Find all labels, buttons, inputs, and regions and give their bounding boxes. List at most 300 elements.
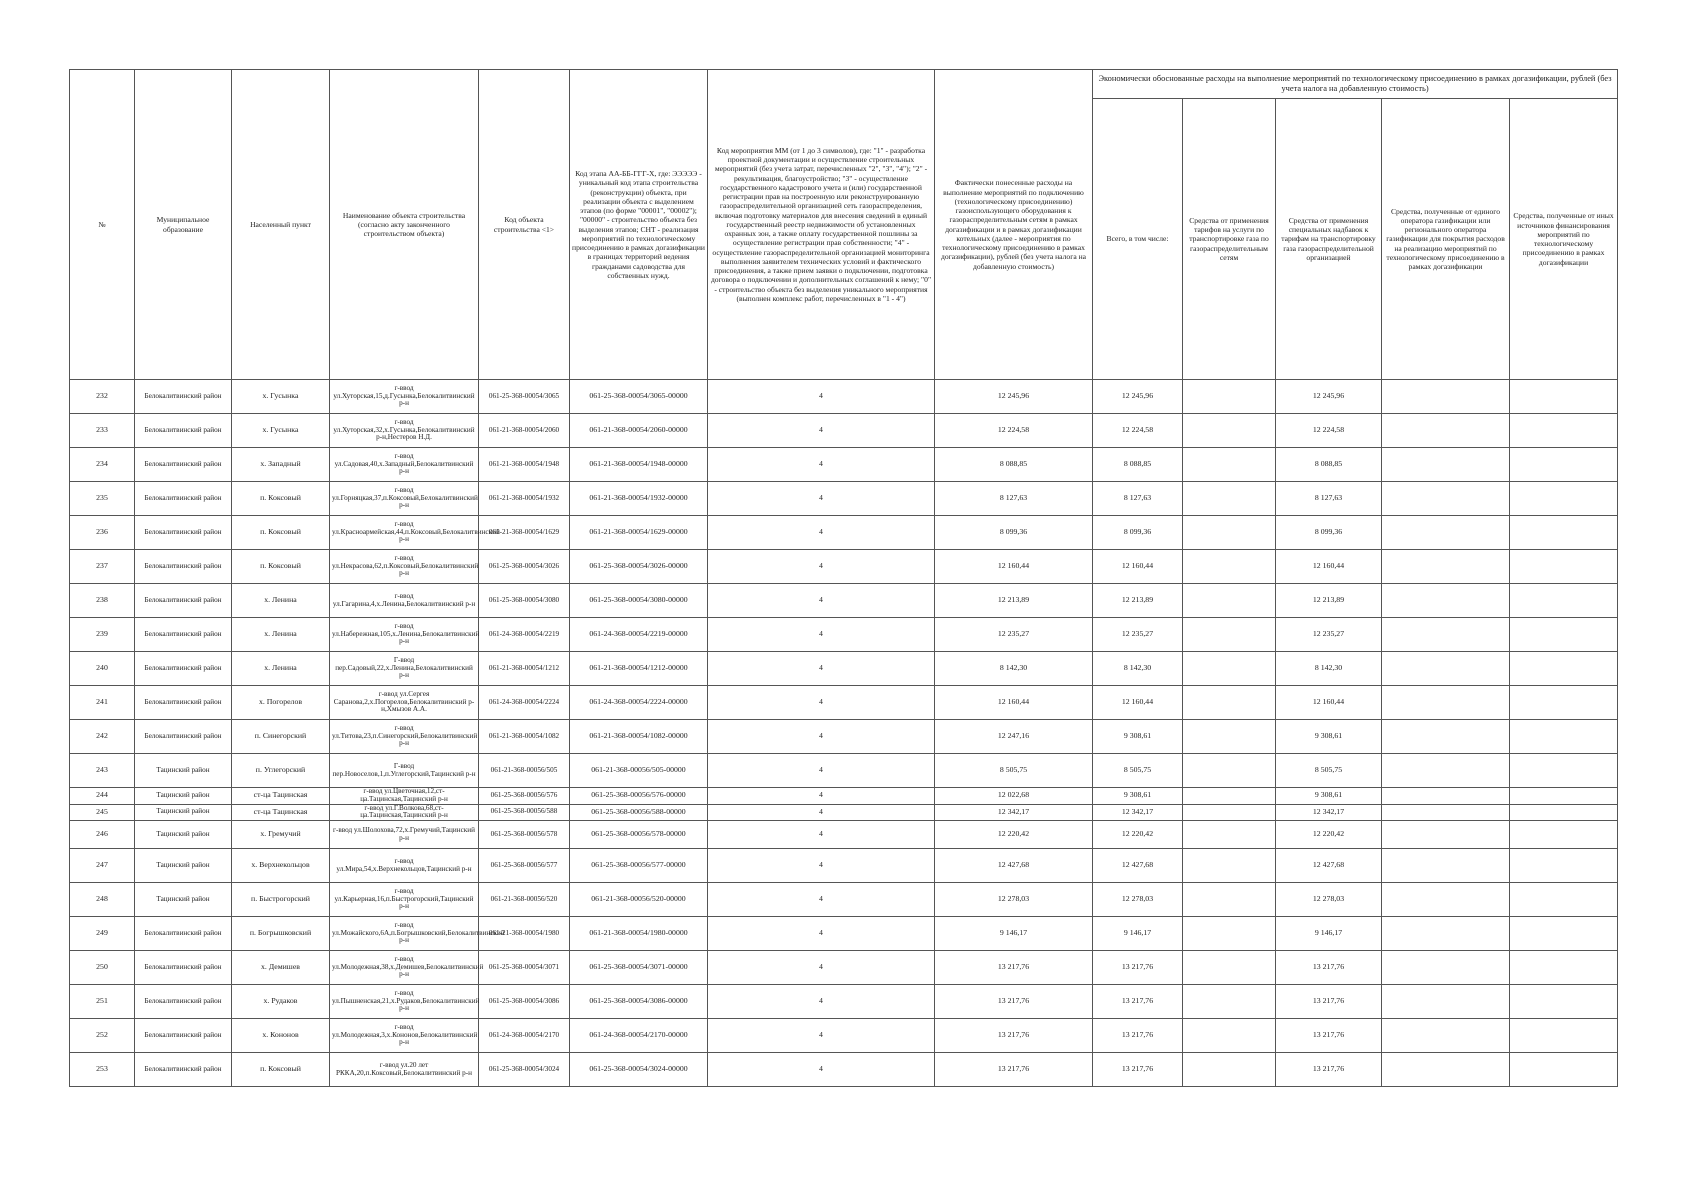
cell-operator-funds: [1382, 849, 1510, 883]
cell-object-code: 061-21-368-00054/1932: [479, 482, 570, 516]
cell-actual-costs: 12 247,16: [935, 720, 1093, 754]
cell-municipality: Белокалитвинский район: [135, 482, 232, 516]
table-row: [70, 516, 1618, 550]
cell-stage-code: 061-21-368-00056/520-00000: [570, 883, 708, 917]
cell-operator-funds: [1382, 1019, 1510, 1053]
cell-municipality: Белокалитвинский район: [135, 550, 232, 584]
cell-object-code: 061-25-368-00056/577: [479, 849, 570, 883]
cell-object-code: 061-21-368-00054/1082: [479, 720, 570, 754]
cell-special-surcharges: 8 099,36: [1276, 516, 1382, 550]
cell-num: 242: [70, 720, 135, 754]
cell-actual-costs: 13 217,76: [935, 1019, 1093, 1053]
cell-object-code: 061-24-368-00054/2170: [479, 1019, 570, 1053]
cell-other-sources: [1510, 754, 1618, 788]
cell-actual-costs: 12 427,68: [935, 849, 1093, 883]
cell-num: 245: [70, 804, 135, 821]
cell-settlement: х. Верхнекольцов: [232, 849, 330, 883]
cell-event-code: 4: [708, 985, 935, 1019]
header-num: №: [70, 70, 135, 380]
header-settlement: Населенный пункт: [232, 70, 330, 380]
cell-other-sources: [1510, 550, 1618, 584]
cell-settlement: п. Коксовый: [232, 482, 330, 516]
header-operator-funds: Средства, полученные от единого оператора газификации или регионального оператора газификации для покрытия расходов на реализацию мероприятий по технологическому присоединению в рамках догазификации: [1382, 99, 1510, 380]
cell-municipality: Белокалитвинский район: [135, 951, 232, 985]
table-row: [70, 414, 1618, 448]
cell-object-name: г-ввод ул.Молодежная,3,х.Кононов,Белокалитвинский р-н: [330, 1019, 479, 1053]
cell-object-name: г-ввод ул.Цветочная,12,ст-ца.Тацинская,Тацинский р-н: [330, 788, 479, 805]
cell-tariffs-transport: [1183, 917, 1276, 951]
cell-special-surcharges: 9 146,17: [1276, 917, 1382, 951]
cell-settlement: х. Гремучий: [232, 821, 330, 849]
cell-settlement: ст-ца Тацинская: [232, 804, 330, 821]
cell-other-sources: [1510, 788, 1618, 805]
cell-tariffs-transport: [1183, 686, 1276, 720]
cell-object-code: 061-24-368-00054/2219: [479, 618, 570, 652]
cell-actual-costs: 8 127,63: [935, 482, 1093, 516]
cell-other-sources: [1510, 516, 1618, 550]
cell-settlement: п. Быстрогорский: [232, 883, 330, 917]
cell-special-surcharges: 13 217,76: [1276, 1053, 1382, 1087]
cell-settlement: п. Коксовый: [232, 550, 330, 584]
cell-total: 8 088,85: [1093, 448, 1183, 482]
header-object-name: Наименование объекта строительства (согласно акту законченного строительством объекта): [330, 70, 479, 380]
table-row: [70, 849, 1618, 883]
header-stage-code: Код этапа АА-ББ-ГГГ-Х, где: ЭЭЭЭЭ - уникальный код этапа строительства (реконструкции) объекта, при реализации объекта с выделением этапов (по форме "00001", "00002"); "00000" - строительство объекта без выделения этапов; СНТ - реализация мероприятий по технологическому присоединению в рамках догазификации в границах территорий ведения гражданами садоводства для собственных нужд.: [570, 70, 708, 380]
cell-object-code: 061-25-368-00056/576: [479, 788, 570, 805]
cell-other-sources: [1510, 883, 1618, 917]
table-row: [70, 883, 1618, 917]
cell-total: 9 308,61: [1093, 788, 1183, 805]
cell-special-surcharges: 12 220,42: [1276, 821, 1382, 849]
cell-total: 12 235,27: [1093, 618, 1183, 652]
cell-event-code: 4: [708, 788, 935, 805]
cell-object-code: 061-25-368-00056/588: [479, 804, 570, 821]
cell-tariffs-transport: [1183, 788, 1276, 805]
cell-special-surcharges: 8 088,85: [1276, 448, 1382, 482]
cell-event-code: 4: [708, 1053, 935, 1087]
cell-special-surcharges: 12 160,44: [1276, 550, 1382, 584]
cell-settlement: х. Рудаков: [232, 985, 330, 1019]
cell-other-sources: [1510, 849, 1618, 883]
table-row: [70, 917, 1618, 951]
table-row: [70, 985, 1618, 1019]
cell-total: 12 220,42: [1093, 821, 1183, 849]
cell-municipality: Тацинский район: [135, 883, 232, 917]
cell-municipality: Белокалитвинский район: [135, 652, 232, 686]
cell-num: 250: [70, 951, 135, 985]
cell-municipality: Белокалитвинский район: [135, 985, 232, 1019]
table-body: [70, 380, 1618, 1087]
cell-settlement: п. Углегорский: [232, 754, 330, 788]
header-special-surcharges: Средства от применения специальных надбавок к тарифам на транспортировку газа газораспределительной организацией: [1276, 99, 1382, 380]
cell-stage-code: 061-21-368-00054/1629-00000: [570, 516, 708, 550]
cell-stage-code: 061-21-368-00054/1082-00000: [570, 720, 708, 754]
cell-num: 238: [70, 584, 135, 618]
cell-object-code: 061-25-368-00054/3024: [479, 1053, 570, 1087]
cell-operator-funds: [1382, 550, 1510, 584]
cell-total: 12 160,44: [1093, 550, 1183, 584]
cell-object-name: г-ввод ул.Карьерная,16,п.Быстрогорский,Тацинский р-н: [330, 883, 479, 917]
cell-other-sources: [1510, 448, 1618, 482]
cell-operator-funds: [1382, 985, 1510, 1019]
cell-object-code: 061-21-368-00054/1629: [479, 516, 570, 550]
cell-other-sources: [1510, 1053, 1618, 1087]
cell-num: 246: [70, 821, 135, 849]
cell-object-name: г-ввод ул.Горняцкая,37,п.Коксовый,Белокалитвинский р-н: [330, 482, 479, 516]
cell-operator-funds: [1382, 917, 1510, 951]
cell-tariffs-transport: [1183, 482, 1276, 516]
cell-object-name: г-ввод ул.Гагарина,4,х.Ленина,Белокалитвинский р-н: [330, 584, 479, 618]
document-sheet: [69, 69, 1617, 1087]
header-municipality: Муниципальное образование: [135, 70, 232, 380]
cell-actual-costs: 13 217,76: [935, 1053, 1093, 1087]
cell-num: 236: [70, 516, 135, 550]
cell-municipality: Тацинский район: [135, 821, 232, 849]
cell-object-name: г-ввод ул.Можайского,6А,п.Богрышковский,Белокалитвинский р-н: [330, 917, 479, 951]
cell-settlement: х. Западный: [232, 448, 330, 482]
cell-total: 12 224,58: [1093, 414, 1183, 448]
cell-municipality: Белокалитвинский район: [135, 686, 232, 720]
cell-object-name: Г-ввод пер.Садовый,22,х.Ленина,Белокалитвинский р-н: [330, 652, 479, 686]
cell-special-surcharges: 8 142,30: [1276, 652, 1382, 686]
cell-tariffs-transport: [1183, 414, 1276, 448]
cell-stage-code: 061-21-368-00054/1212-00000: [570, 652, 708, 686]
table-row: [70, 804, 1618, 821]
cell-settlement: х. Ленина: [232, 652, 330, 686]
cell-object-code: 061-24-368-00054/2224: [479, 686, 570, 720]
cell-stage-code: 061-24-368-00054/2219-00000: [570, 618, 708, 652]
cell-event-code: 4: [708, 917, 935, 951]
cell-total: 12 245,96: [1093, 380, 1183, 414]
cell-tariffs-transport: [1183, 821, 1276, 849]
cell-special-surcharges: 12 427,68: [1276, 849, 1382, 883]
cell-tariffs-transport: [1183, 516, 1276, 550]
cell-actual-costs: 8 505,75: [935, 754, 1093, 788]
cell-actual-costs: 12 278,03: [935, 883, 1093, 917]
cell-actual-costs: 12 235,27: [935, 618, 1093, 652]
cell-stage-code: 061-25-368-00056/588-00000: [570, 804, 708, 821]
cell-event-code: 4: [708, 686, 935, 720]
cell-tariffs-transport: [1183, 550, 1276, 584]
cell-stage-code: 061-24-368-00054/2170-00000: [570, 1019, 708, 1053]
cell-actual-costs: 8 142,30: [935, 652, 1093, 686]
cell-tariffs-transport: [1183, 720, 1276, 754]
cell-other-sources: [1510, 618, 1618, 652]
cell-num: 252: [70, 1019, 135, 1053]
cell-stage-code: 061-25-368-00056/577-00000: [570, 849, 708, 883]
cell-settlement: х. Гусынка: [232, 380, 330, 414]
table-row: [70, 788, 1618, 805]
header-event-code: Код мероприятия ММ (от 1 до 3 символов), где: "1" - разработка проектной документации и осуществление строительных мероприятий (без учета затрат, перечисленных "2", "3", "4"); "2" - рекультивация, благоустройство; "3" - осуществление государственного кадастрового учета и (или) государственной регистрации прав на построенную или реконструированную газораспределительной организацией сеть газораспределения, включая подготовку материалов для внесения сведений в единый государственный реестр недвижимости об установленных охранных зон, а также оплату государственной пошлины за осуществление регистрации прав собственности; "4" - осуществление газораспределительной организацией мониторинга выполнения заявителем технических условий и фактического присоединения, а также прием заявки о подключении, подготовка договора о подключении и дополнительных соглашений к нему; "0" - строительство объекта без выделения уникального мероприятия (выполнен комплекс работ, перечисленных в "1 - 4"): [708, 70, 935, 380]
cell-municipality: Тацинский район: [135, 804, 232, 821]
cell-total: 12 213,89: [1093, 584, 1183, 618]
cell-total: 8 505,75: [1093, 754, 1183, 788]
cell-stage-code: 061-25-368-00054/3024-00000: [570, 1053, 708, 1087]
cell-stage-code: 061-21-368-00056/505-00000: [570, 754, 708, 788]
cell-total: 13 217,76: [1093, 951, 1183, 985]
cell-event-code: 4: [708, 804, 935, 821]
cell-num: 244: [70, 788, 135, 805]
cell-object-name: г-ввод ул.20 лет РККА,20,п.Коксовый,Белокалитвинский р-н: [330, 1053, 479, 1087]
cell-object-name: г-ввод ул.Мира,54,х.Верхнекольцов,Тацинский р-н: [330, 849, 479, 883]
cell-operator-funds: [1382, 754, 1510, 788]
cell-other-sources: [1510, 985, 1618, 1019]
cell-settlement: п. Синегорский: [232, 720, 330, 754]
cell-total: 13 217,76: [1093, 985, 1183, 1019]
header-other-sources: Средства, полученные от иных источников финансирования мероприятий по технологическому присоединению в рамках догазификации: [1510, 99, 1618, 380]
cell-municipality: Белокалитвинский район: [135, 917, 232, 951]
cell-actual-costs: 12 245,96: [935, 380, 1093, 414]
table-row: [70, 1019, 1618, 1053]
cell-object-code: 061-25-368-00054/3071: [479, 951, 570, 985]
table-row: [70, 652, 1618, 686]
cell-operator-funds: [1382, 788, 1510, 805]
cell-tariffs-transport: [1183, 652, 1276, 686]
cell-tariffs-transport: [1183, 951, 1276, 985]
cell-total: 8 099,36: [1093, 516, 1183, 550]
cell-other-sources: [1510, 917, 1618, 951]
cell-operator-funds: [1382, 448, 1510, 482]
cell-event-code: 4: [708, 1019, 935, 1053]
cell-object-name: Г-ввод пер.Новоселов,1,п.Углегорский,Тацинский р-н: [330, 754, 479, 788]
cell-stage-code: 061-25-368-00056/576-00000: [570, 788, 708, 805]
cell-special-surcharges: 9 308,61: [1276, 720, 1382, 754]
cell-num: 243: [70, 754, 135, 788]
cell-settlement: п. Богрышковский: [232, 917, 330, 951]
cell-settlement: х. Кононов: [232, 1019, 330, 1053]
cell-num: 232: [70, 380, 135, 414]
cell-total: 12 427,68: [1093, 849, 1183, 883]
cell-num: 233: [70, 414, 135, 448]
table-row: [70, 686, 1618, 720]
header-total: Всего, в том числе:: [1093, 99, 1183, 380]
cell-event-code: 4: [708, 482, 935, 516]
cell-event-code: 4: [708, 652, 935, 686]
cell-object-name: г-ввод ул.Г.Волкова,68,ст-ца.Тацинская,Тацинский р-н: [330, 804, 479, 821]
cell-num: 249: [70, 917, 135, 951]
cell-municipality: Тацинский район: [135, 788, 232, 805]
cell-special-surcharges: 13 217,76: [1276, 951, 1382, 985]
cell-num: 240: [70, 652, 135, 686]
header-actual-costs: Фактически понесенные расходы на выполнение мероприятий по подключению (технологическому присоединению) газоиспользующего оборудования к газораспределительным сетям в рамках догазификации и в рамках догазификации котельных (далее - мероприятия по технологическому присоединению в рамках догазификации), рублей (без учета налога на добавленную стоимость): [935, 70, 1093, 380]
table-row: [70, 380, 1618, 414]
cell-special-surcharges: 12 245,96: [1276, 380, 1382, 414]
cell-settlement: ст-ца Тацинская: [232, 788, 330, 805]
cell-object-code: 061-25-368-00054/3086: [479, 985, 570, 1019]
cell-num: 237: [70, 550, 135, 584]
cell-object-name: г-ввод ул.Набережная,105,х.Ленина,Белокалитвинский р-н: [330, 618, 479, 652]
cell-settlement: х. Гусынка: [232, 414, 330, 448]
cell-municipality: Белокалитвинский район: [135, 380, 232, 414]
cell-actual-costs: 12 213,89: [935, 584, 1093, 618]
cell-total: 8 142,30: [1093, 652, 1183, 686]
cell-tariffs-transport: [1183, 883, 1276, 917]
cell-stage-code: 061-25-368-00054/3086-00000: [570, 985, 708, 1019]
cell-event-code: 4: [708, 448, 935, 482]
cell-municipality: Белокалитвинский район: [135, 618, 232, 652]
cell-operator-funds: [1382, 618, 1510, 652]
cell-num: 251: [70, 985, 135, 1019]
cell-actual-costs: 12 160,44: [935, 686, 1093, 720]
cell-tariffs-transport: [1183, 448, 1276, 482]
cell-object-name: г-ввод ул.Некрасова,62,п.Коксовый,Белокалитвинский р-н: [330, 550, 479, 584]
cell-actual-costs: 13 217,76: [935, 985, 1093, 1019]
cell-event-code: 4: [708, 951, 935, 985]
cell-operator-funds: [1382, 883, 1510, 917]
cell-total: 13 217,76: [1093, 1053, 1183, 1087]
cell-total: 12 160,44: [1093, 686, 1183, 720]
cell-municipality: Белокалитвинский район: [135, 720, 232, 754]
cell-municipality: Белокалитвинский район: [135, 1053, 232, 1087]
cell-event-code: 4: [708, 720, 935, 754]
cell-object-code: 061-21-368-00054/1980: [479, 917, 570, 951]
table-row: [70, 720, 1618, 754]
cell-total: 8 127,63: [1093, 482, 1183, 516]
cell-event-code: 4: [708, 550, 935, 584]
table-row: [70, 1053, 1618, 1087]
cell-stage-code: 061-25-368-00054/3080-00000: [570, 584, 708, 618]
cell-municipality: Белокалитвинский район: [135, 584, 232, 618]
cell-object-name: г-ввод ул.Титова,23,п.Синегорский,Белокалитвинский р-н: [330, 720, 479, 754]
cell-stage-code: 061-25-368-00054/3026-00000: [570, 550, 708, 584]
cell-special-surcharges: 13 217,76: [1276, 985, 1382, 1019]
cell-object-name: г-ввод ул.Красноармейская,44,п.Коксовый,Белокалитвинский р-н: [330, 516, 479, 550]
cell-special-surcharges: 12 278,03: [1276, 883, 1382, 917]
cell-object-name: г-ввод ул.Сергея Саранова,2,х.Погорелов,Белокалитвинский р-н,Хмызов А.А.: [330, 686, 479, 720]
cell-other-sources: [1510, 414, 1618, 448]
cell-operator-funds: [1382, 380, 1510, 414]
cell-settlement: х. Ленина: [232, 618, 330, 652]
table-row: [70, 584, 1618, 618]
cell-object-name: г-ввод ул.Молодежная,38,х.Демишев,Белокалитвинский р-н: [330, 951, 479, 985]
cell-total: 12 342,17: [1093, 804, 1183, 821]
cell-tariffs-transport: [1183, 985, 1276, 1019]
cell-object-code: 061-21-368-00054/1212: [479, 652, 570, 686]
cell-event-code: 4: [708, 821, 935, 849]
cell-tariffs-transport: [1183, 804, 1276, 821]
cell-settlement: х. Демишев: [232, 951, 330, 985]
cell-actual-costs: 12 224,58: [935, 414, 1093, 448]
cell-event-code: 4: [708, 754, 935, 788]
table-row: [70, 448, 1618, 482]
cell-special-surcharges: 12 342,17: [1276, 804, 1382, 821]
cell-total: 12 278,03: [1093, 883, 1183, 917]
cell-tariffs-transport: [1183, 849, 1276, 883]
cell-settlement: х. Погорелов: [232, 686, 330, 720]
cell-stage-code: 061-21-368-00054/1932-00000: [570, 482, 708, 516]
cell-stage-code: 061-21-368-00054/2060-00000: [570, 414, 708, 448]
cell-num: 247: [70, 849, 135, 883]
cell-municipality: Тацинский район: [135, 849, 232, 883]
cell-num: 234: [70, 448, 135, 482]
cell-object-name: г-ввод ул.Шолохова,72,х.Гремучий,Тацинский р-н: [330, 821, 479, 849]
table-row: [70, 482, 1618, 516]
cell-object-name: г-ввод ул.Хуторская,15,д.Гусынка,Белокалитвинский р-н: [330, 380, 479, 414]
cell-other-sources: [1510, 652, 1618, 686]
cell-event-code: 4: [708, 883, 935, 917]
cell-object-code: 061-21-368-00056/505: [479, 754, 570, 788]
cell-event-code: 4: [708, 380, 935, 414]
cell-total: 13 217,76: [1093, 1019, 1183, 1053]
cell-stage-code: 061-21-368-00054/1948-00000: [570, 448, 708, 482]
cell-settlement: п. Коксовый: [232, 516, 330, 550]
cell-settlement: х. Ленина: [232, 584, 330, 618]
cell-municipality: Белокалитвинский район: [135, 1019, 232, 1053]
cell-other-sources: [1510, 380, 1618, 414]
cell-special-surcharges: 9 308,61: [1276, 788, 1382, 805]
cell-actual-costs: 8 099,36: [935, 516, 1093, 550]
cell-object-code: 061-21-368-00054/2060: [479, 414, 570, 448]
cell-operator-funds: [1382, 951, 1510, 985]
cell-object-name: г-ввод ул.Садовая,40,х.Западный,Белокалитвинский р-н: [330, 448, 479, 482]
cell-operator-funds: [1382, 482, 1510, 516]
cell-tariffs-transport: [1183, 1019, 1276, 1053]
cell-object-code: 061-21-368-00054/1948: [479, 448, 570, 482]
cell-event-code: 4: [708, 584, 935, 618]
cell-special-surcharges: 12 235,27: [1276, 618, 1382, 652]
cell-other-sources: [1510, 686, 1618, 720]
cell-num: 248: [70, 883, 135, 917]
cell-actual-costs: 8 088,85: [935, 448, 1093, 482]
table-header: [70, 70, 1618, 380]
cell-tariffs-transport: [1183, 1053, 1276, 1087]
cell-object-name: г-ввод ул.Пышненская,21,х.Рудаков,Белокалитвинский р-н: [330, 985, 479, 1019]
cell-operator-funds: [1382, 1053, 1510, 1087]
cell-stage-code: 061-24-368-00054/2224-00000: [570, 686, 708, 720]
cell-actual-costs: 13 217,76: [935, 951, 1093, 985]
cell-operator-funds: [1382, 821, 1510, 849]
cell-event-code: 4: [708, 414, 935, 448]
cell-special-surcharges: 12 160,44: [1276, 686, 1382, 720]
cell-operator-funds: [1382, 516, 1510, 550]
table-row: [70, 951, 1618, 985]
cell-actual-costs: 12 160,44: [935, 550, 1093, 584]
cell-municipality: Белокалитвинский район: [135, 414, 232, 448]
cell-settlement: п. Коксовый: [232, 1053, 330, 1087]
table-row: [70, 821, 1618, 849]
cell-stage-code: 061-25-368-00054/3065-00000: [570, 380, 708, 414]
header-econ-group: Экономически обоснованные расходы на выполнение мероприятий по технологическому присоединению в рамках догазификации, рублей (без учета налога на добавленную стоимость): [1093, 70, 1618, 99]
cell-event-code: 4: [708, 516, 935, 550]
cell-stage-code: 061-21-368-00054/1980-00000: [570, 917, 708, 951]
cell-operator-funds: [1382, 804, 1510, 821]
table-row: [70, 618, 1618, 652]
cell-total: 9 146,17: [1093, 917, 1183, 951]
cell-tariffs-transport: [1183, 584, 1276, 618]
cell-stage-code: 061-25-368-00054/3071-00000: [570, 951, 708, 985]
cell-operator-funds: [1382, 584, 1510, 618]
cell-special-surcharges: 8 505,75: [1276, 754, 1382, 788]
cell-operator-funds: [1382, 720, 1510, 754]
cell-municipality: Белокалитвинский район: [135, 516, 232, 550]
cell-tariffs-transport: [1183, 618, 1276, 652]
cell-object-code: 061-21-368-00056/520: [479, 883, 570, 917]
cell-other-sources: [1510, 951, 1618, 985]
cell-municipality: Белокалитвинский район: [135, 448, 232, 482]
cell-num: 253: [70, 1053, 135, 1087]
cell-num: 239: [70, 618, 135, 652]
cell-actual-costs: 12 022,68: [935, 788, 1093, 805]
cell-special-surcharges: 8 127,63: [1276, 482, 1382, 516]
header-object-code: Код объекта строительства <1>: [479, 70, 570, 380]
cell-stage-code: 061-25-368-00056/578-00000: [570, 821, 708, 849]
cell-operator-funds: [1382, 414, 1510, 448]
cell-other-sources: [1510, 482, 1618, 516]
cell-other-sources: [1510, 804, 1618, 821]
header-tariffs-transport: Средства от применения тарифов на услуги по транспортировке газа по газораспределительным сетям: [1183, 99, 1276, 380]
cell-object-code: 061-25-368-00056/578: [479, 821, 570, 849]
data-table: [69, 69, 1618, 1087]
